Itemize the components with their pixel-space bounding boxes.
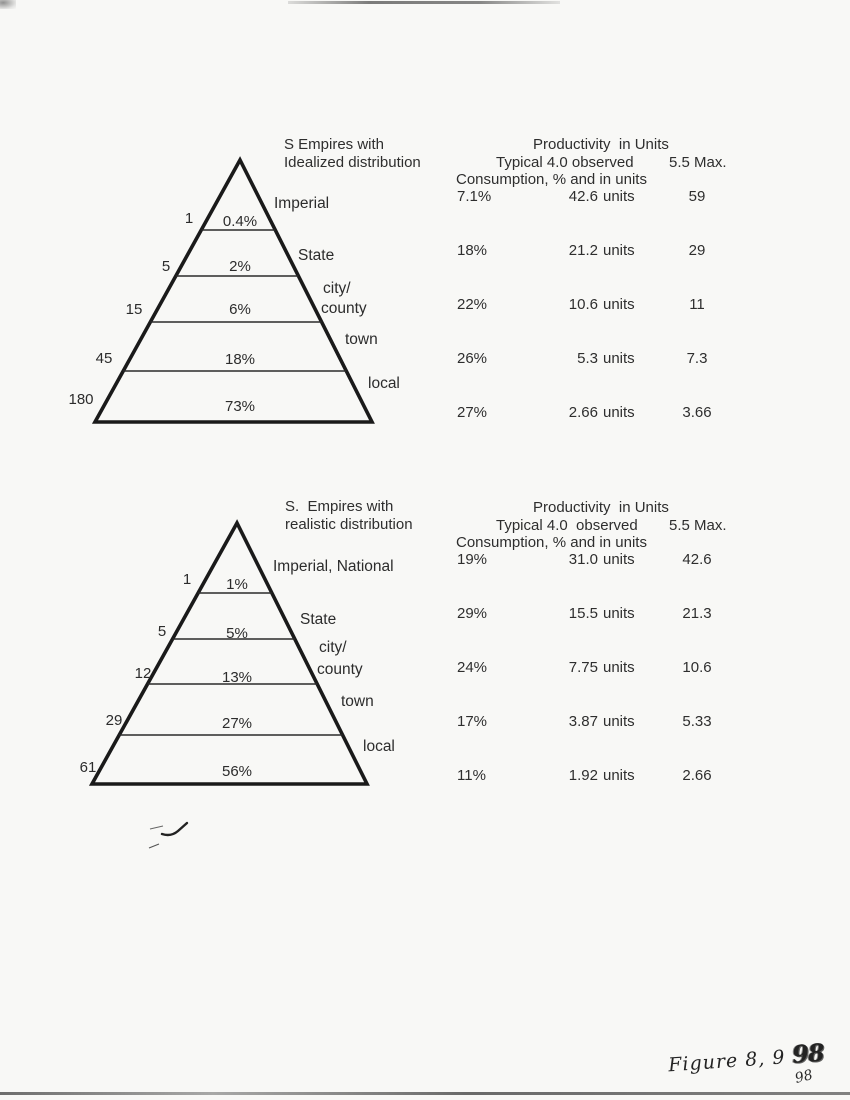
level-label: town <box>345 331 378 348</box>
pen-stroke <box>162 823 187 835</box>
level-percent: 56% <box>221 763 253 780</box>
typical-units: 15.5 <box>568 605 598 622</box>
consumption-pct: 27% <box>457 404 488 421</box>
scan-artifact-corner-smudge <box>0 0 16 9</box>
consumption-pct: 26% <box>457 350 488 367</box>
figure1-title-line1: S Empires with <box>284 136 385 153</box>
typical-units: 21.2 <box>568 242 598 259</box>
typical-units: 1.92 <box>568 767 598 784</box>
max-units: 11 <box>689 296 705 313</box>
level-percent: 73% <box>224 398 256 415</box>
level-label: county <box>317 661 363 678</box>
consumption-pct: 29% <box>457 605 488 622</box>
level-label: county <box>321 300 367 317</box>
level-label: local <box>368 375 400 392</box>
table-row <box>457 296 762 314</box>
units-label: units <box>603 767 635 784</box>
level-count: 45 <box>95 350 113 367</box>
consumption-pct: 19% <box>457 551 488 568</box>
level-percent: 27% <box>221 715 253 732</box>
handwriting-text: Figure 8, 9 <box>667 1045 794 1077</box>
level-percent: 5% <box>226 625 248 642</box>
header-max: 5.5 Max. <box>669 154 727 171</box>
table-row <box>457 551 762 569</box>
level-label: city/ <box>319 639 347 656</box>
typical-units: 7.75 <box>568 659 598 676</box>
level-percent: 18% <box>224 351 256 368</box>
level-percent: 0.4% <box>222 213 258 230</box>
table-row <box>457 188 762 206</box>
table-header-productivity: Productivity in Units <box>533 136 669 153</box>
max-units: 59 <box>688 188 706 205</box>
table-header-typical-max <box>457 517 762 535</box>
units-label: units <box>603 713 635 730</box>
consumption-pct: 22% <box>457 296 488 313</box>
level-count: 29 <box>105 712 123 729</box>
table-header-consumption: Consumption, % and in units <box>456 534 647 551</box>
max-units: 3.66 <box>682 404 712 421</box>
table-row <box>457 404 762 422</box>
units-label: units <box>603 350 635 367</box>
consumption-pct: 11% <box>457 767 486 784</box>
consumption-pct: 24% <box>457 659 488 676</box>
table-row <box>457 713 762 731</box>
table-header-productivity: Productivity in Units <box>533 499 669 516</box>
figure2-title-line1: S. Empires with <box>285 498 394 515</box>
level-count: 180 <box>68 391 94 408</box>
table-header-consumption: Consumption, % and in units <box>456 171 647 188</box>
header-typical: Typical 4.0 observed <box>496 517 638 534</box>
table-row <box>457 242 762 260</box>
units-label: units <box>603 605 635 622</box>
level-count: 1 <box>184 210 194 227</box>
table-row <box>457 659 762 677</box>
pen-scribble-mark <box>140 815 210 860</box>
table-row <box>457 767 762 785</box>
level-label: town <box>341 693 374 710</box>
pen-stroke <box>149 844 159 848</box>
figure1-pyramid-diagram <box>55 152 415 437</box>
level-count: 5 <box>157 623 167 640</box>
level-label: local <box>363 738 395 755</box>
level-percent: 2% <box>229 258 251 275</box>
table-header-typical-max <box>457 154 762 172</box>
consumption-pct: 17% <box>457 713 488 730</box>
consumption-pct: 18% <box>457 242 488 259</box>
level-label: State <box>300 611 337 628</box>
level-count: 12 <box>134 665 152 682</box>
max-units: 7.3 <box>686 350 708 367</box>
max-units: 21.3 <box>682 605 712 622</box>
max-units: 2.66 <box>682 767 712 784</box>
level-label: Imperial, National <box>273 558 394 575</box>
level-count: 15 <box>125 301 143 318</box>
level-label: State <box>298 247 335 264</box>
level-percent: 6% <box>229 301 251 318</box>
units-label: units <box>603 404 635 421</box>
scan-artifact-bottom-edge <box>0 1092 850 1095</box>
max-units: 10.6 <box>682 659 712 676</box>
level-count: 5 <box>161 258 171 275</box>
level-percent: 1% <box>226 576 248 593</box>
figure1-title-line2: Idealized distribution <box>284 153 421 171</box>
max-units: 29 <box>688 242 706 259</box>
max-units: 42.6 <box>682 551 712 568</box>
figure2-title-line2: realistic distribution <box>285 515 413 533</box>
scan-artifact-top-edge <box>288 1 560 4</box>
level-count: 61 <box>79 759 97 776</box>
units-label: units <box>603 659 635 676</box>
typical-units: 3.87 <box>568 713 598 730</box>
level-percent: 13% <box>221 669 253 686</box>
handwriting-scribbled-number: 98 <box>791 1037 825 1069</box>
units-label: units <box>603 296 635 313</box>
table-row <box>457 605 762 623</box>
typical-units: 42.6 <box>568 188 598 205</box>
typical-units: 10.6 <box>568 296 598 313</box>
figure2-pyramid-diagram <box>52 515 412 800</box>
typical-units: 2.66 <box>568 404 598 421</box>
handwritten-small-number: 98 <box>793 1067 815 1087</box>
units-label: units <box>603 242 635 259</box>
level-count: 1 <box>182 571 192 588</box>
max-units: 5.33 <box>682 713 712 730</box>
consumption-pct: 7.1% <box>457 188 492 205</box>
header-typical: Typical 4.0 observed <box>496 154 634 171</box>
typical-units: 31.0 <box>568 551 598 568</box>
units-label: units <box>603 551 635 568</box>
typical-units: 5.3 <box>577 350 598 367</box>
header-max: 5.5 Max. <box>669 517 727 534</box>
level-label: city/ <box>323 280 351 297</box>
pen-stroke <box>150 826 163 829</box>
level-label: Imperial <box>274 195 330 212</box>
table-row <box>457 350 762 368</box>
units-label: units <box>603 188 635 205</box>
